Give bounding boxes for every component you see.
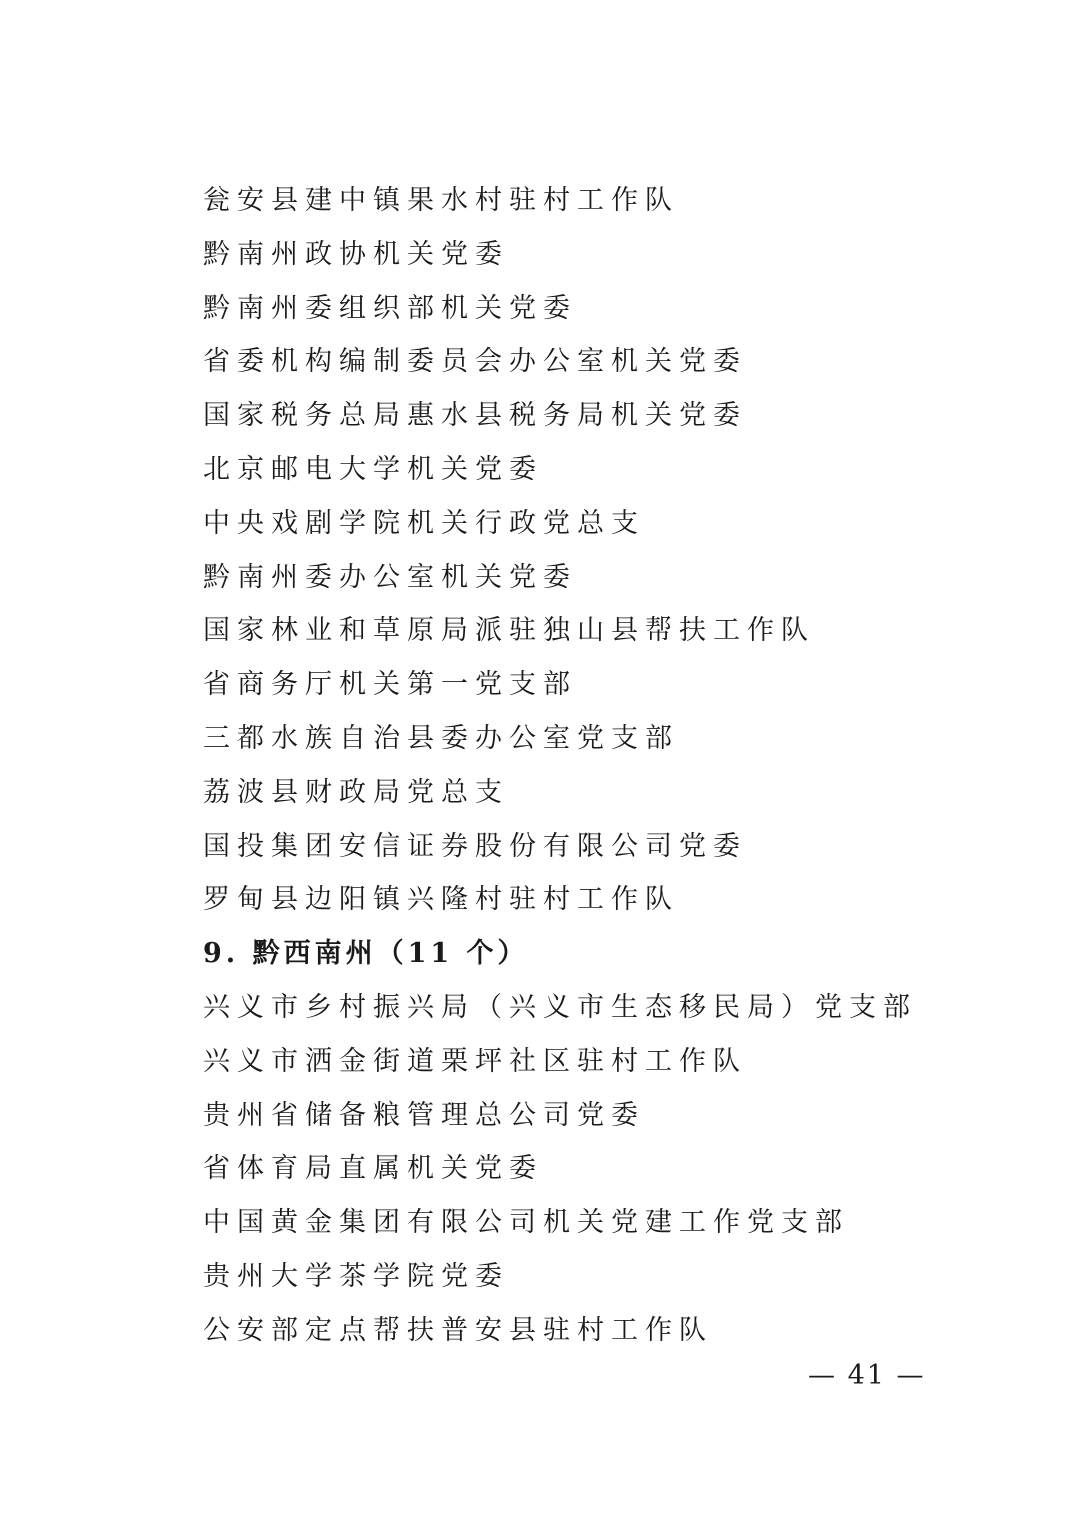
list-item: 国家税务总局惠水县税务局机关党委 <box>203 400 747 432</box>
list-item: 黔南州政协机关党委 <box>203 238 509 270</box>
list-item: 黔南州委组织部机关党委 <box>203 292 577 324</box>
list-item: 国家林业和草原局派驻独山县帮扶工作队 <box>203 615 815 647</box>
page-number: — 41 — <box>808 1360 926 1391</box>
list-item: 瓮安县建中镇果水村驻村工作队 <box>203 185 679 216</box>
list-item: 北京邮电大学机关党委 <box>203 453 543 485</box>
list-item: 贵州省储备粮管理总公司党委 <box>203 1099 645 1131</box>
organization-list <box>203 174 1003 1358</box>
list-item: 省商务厅机关第一党支部 <box>203 669 577 701</box>
list-item: 三都水族自治县委办公室党支部 <box>203 722 679 754</box>
list-item: 兴义市洒金街道栗坪社区驻村工作队 <box>203 1045 747 1077</box>
list-item: 公安部定点帮扶普安县驻村工作队 <box>203 1314 713 1346</box>
list-item: 荔波县财政局党总支 <box>203 776 509 808</box>
list-item: 兴义市乡村振兴局（兴义市生态移民局）党支部 <box>203 991 917 1023</box>
list-item: 罗甸县边阳镇兴隆村驻村工作队 <box>203 884 679 916</box>
list-item: 中国黄金集团有限公司机关党建工作党支部 <box>203 1207 849 1239</box>
list-item: 省体育局直属机关党委 <box>203 1153 543 1185</box>
section-heading: 9. 黔西南州（11 个） <box>203 938 529 970</box>
list-item: 黔南州委办公室机关党委 <box>203 561 577 593</box>
list-item: 国投集团安信证券股份有限公司党委 <box>203 830 747 862</box>
list-item: 贵州大学茶学院党委 <box>203 1260 509 1292</box>
list-item: 中央戏剧学院机关行政党总支 <box>203 507 645 539</box>
list-item: 省委机构编制委员会办公室机关党委 <box>203 346 747 378</box>
